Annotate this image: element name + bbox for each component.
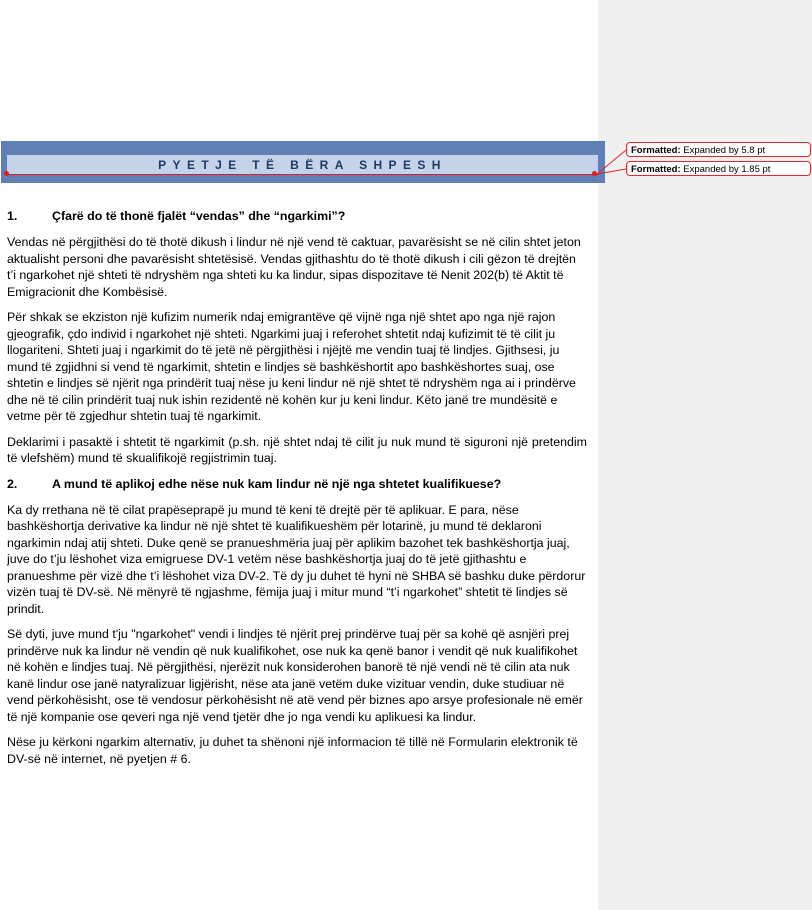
document-body [7,200,587,776]
paragraph: Vendas në përgjithësi do të thotë dikush i lindur në një vend të caktuar, pavarësisht se në cilin shtet jeton aktualisht personi dhe pavarësisht shtetësisë. Vendas gjithashtu do të thotë dikush i cili gëzon të drejtën t’i ngarkohet një shteti të ndryshëm nga shteti ku ka lindur, sipas dispozitave të Nenit 202(b) të Aktit të Emigracionit dhe Kombësisë. [7,235,581,299]
section-heading-text: A mund të aplikoj edhe nëse nuk kam lindur në një nga shtetet kualifikuese? [52,476,502,491]
paragraph: Për shkak se ekziston një kufizim numerik ndaj emigrantëve që vijnë nga një shtet apo nga një rajon gjeografik, çdo individ i ngarkohet një shteti. Ngarkimi juaj i referohet shtetit ndaj kufizimit të të cilit ju llogariteni. Shteti juaj i ngarkimit do të jetë në përgjithësi i njëjtë me vendin tuaj të lindjes. Gjithsesi, ju mund të zgjidhni si vend të ngarkimit, shtetin e lindjes së bashkëshortit apo bashkëshortes suaj, ose shtetin e lindjes së njërit nga prindërit tuaj nëse ju keni lindur në një shtet të ndryshëm nga ai i prindërve dhe në të cilin prindërit tuaj nuk ishin rezidentë në kohën kur ju keni lindur. Këto janë tre mundësitë e vetme për të zgjedhur shtetin tuaj të ngarkimit. [7,310,576,423]
balloon-text: Expanded by 1.85 pt [683,164,771,175]
paragraph: Deklarimi i pasaktë i shtetit të ngarkimit (p.sh. një shtet ndaj të cilit ju nuk mund të siguroni një pretendim të vlefshëm) mund të skualifikojë regjistrimin tuaj. [7,434,587,465]
format-balloon-2[interactable] [626,161,811,176]
section-heading-text: Çfarë do të thonë fjalët “vendas” dhe “ngarkimi”? [52,209,346,223]
paragraph: Së dyti, juve mund t'ju "ngarkohet" vendi i lindjes të njërit prej prindërve tuaj për sa kohë që asnjëri prej prindërve nuk ka lindur në vendin që nuk kualifikohet, ose nuk ka qenë banor i vendit që nuk kualifikohet në kohën e lindjes tuaj. Në përgjithësi, njerëzit nuk konsiderohen banorë të një vendi në të cilin ata nuk kanë lindur ose janë natyralizuar ligjërisht, nëse ata janë vetëm duke vizituar vendin, duke studiuar në vend përkohësisht, ose të vendosur përkohësisht në atë vend për biznes apo arsye profesionale në emër të një kompanie ose qeveri nga një vend tjetër dhe jo nga vendi ku aplikuesi ka lindur. [7,627,583,724]
revision-anchor-left [4,171,9,176]
balloon-label: Formatted: [631,164,681,175]
revision-underline [7,174,599,175]
section-number: 2. [7,476,18,491]
paragraph: Nëse ju kërkoni ngarkim alternativ, ju duhet ta shënoni një informacion të tillë në Formularin elektronik të DV-së në internet, në pyetjen # 6. [7,735,578,766]
revision-anchor-right [592,171,597,176]
document-title: PYETJE TË BËRA SHPESH [7,155,598,175]
section-heading [7,208,587,224]
paragraph: Ka dy rrethana në të cilat prapëseprapë ju mund të keni të drejtë për të aplikuar. E para, nëse bashkëshortja derivative ka lindur në një shtet të kualifikueshëm për lotarinë, ju mund të deklaroni ngarkimin ndaj atij shteti. Duke qenë se pranueshmëria juaj për aplikim bazohet tek bashkëshortja juaj, juve do t’ju lëshohet viza emigruese DV-1 vetëm nëse bashkëshortja juaj do të jetë gjithashtu e pranueshme për vizë dhe t’i lëshohet viza DV-2. Të dy ju duhet të hyni në SHBA së bashku duke përdorur vizën tuaj të DV-së. Në mënyrë të ngjashme, fëmija juaj i mitur mund “t’i ngarkohet” shtetit të lindjes së prindit. [7,502,586,616]
section-number: 1. [7,209,18,223]
balloon-text: Expanded by 5.8 pt [683,145,766,156]
balloon-label: Formatted: [631,145,681,156]
format-balloon-1[interactable] [626,142,811,157]
markup-margin-pane [598,0,812,910]
section-heading [7,476,587,492]
